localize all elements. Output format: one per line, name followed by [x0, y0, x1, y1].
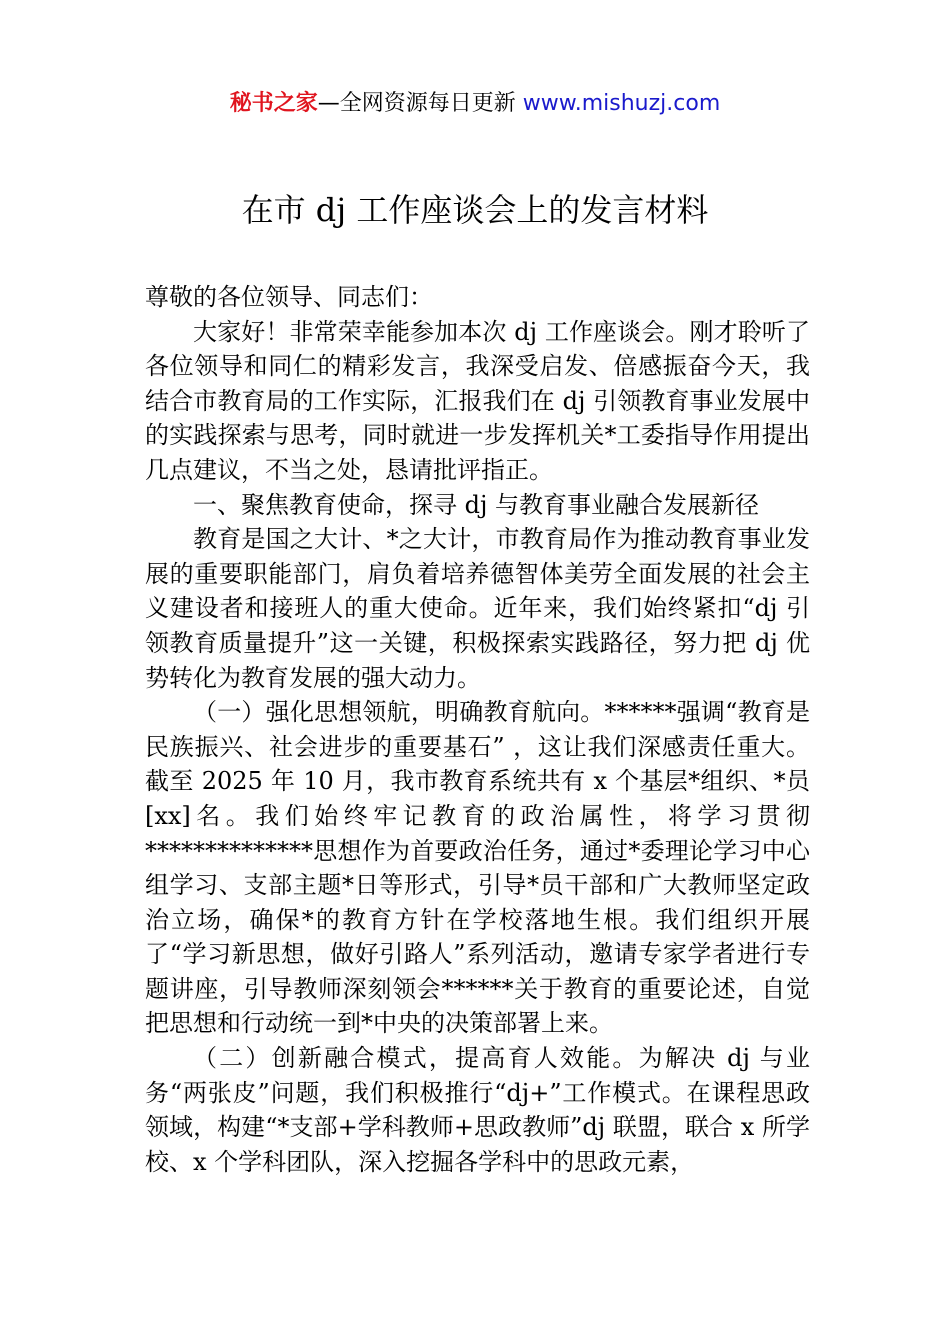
document-body	[145, 280, 810, 1179]
section-heading-1: 一、聚焦教育使命，探寻 dj 与教育事业融合发展新径	[193, 490, 760, 519]
paragraph-opening: 大家好！非常荣幸能参加本次 dj 工作座谈会。刚才聆听了各位领导和同仁的精彩发言，我深受启发、倍感振奋今天，我结合市教育局的工作实际，汇报我们在 dj 引领教育事业发展中的实践探索与思考，同时就进一步发挥机关*工委指导作用提出几点建议，不当之处，恳请批评指正。	[145, 317, 810, 484]
paragraph-subsection-2: （二）创新融合模式，提高育人效能。为解决 dj 与业务“两张皮”问题，我们积极推行“dj+”工作模式。在课程思政领域，构建“*支部+学科教师+思政教师”dj 联盟，联合 x 所学校、x 个学科团队，深入挖掘各学科中的思政元素，	[145, 1044, 810, 1176]
document-title: 在市 dj 工作座谈会上的发言材料	[241, 191, 709, 229]
paragraph-subsection-1: （一）强化思想领航，明确教育航向。******强调“教育是民族振兴、社会进步的重要基石” ，这让我们深感责任重大。截至 2025 年 10 月，我市教育系统共有 x 个基层*组织、*员[xx]名。我们始终牢记教育的政治属性，将学习贯彻**************思想作为首要政治任务，通过*委理论学习中心组学习、支部主题*日等形式，引导*员干部和广大教师坚定政治立场，确保*的教育方针在学校落地生根。我们组织开展了“学习新思想，做好引路人”系列活动，邀请专家学者进行专题讲座，引导教师深刻领会******关于教育的重要论述，自觉把思想和行动统一到*中央的决策部署上来。	[145, 698, 810, 1038]
site-url-link[interactable]: www.mishuzj.com	[522, 91, 721, 116]
paragraph-education: 教育是国之大计、*之大计，市教育局作为推动教育事业发展的重要职能部门，肩负着培养德智体美劳全面发展的社会主义建设者和接班人的重大使命。近年来，我们始终紧扣“dj 引领教育质量提升”这一关键，积极探索实践路径，努力把 dj 优势转化为教育发展的强大动力。	[145, 525, 810, 692]
site-name: 秘书之家	[229, 91, 318, 116]
site-tagline: —全网资源每日更新	[317, 91, 523, 116]
salutation: 尊敬的各位领导、同志们：	[145, 283, 433, 311]
site-header	[0, 88, 950, 120]
